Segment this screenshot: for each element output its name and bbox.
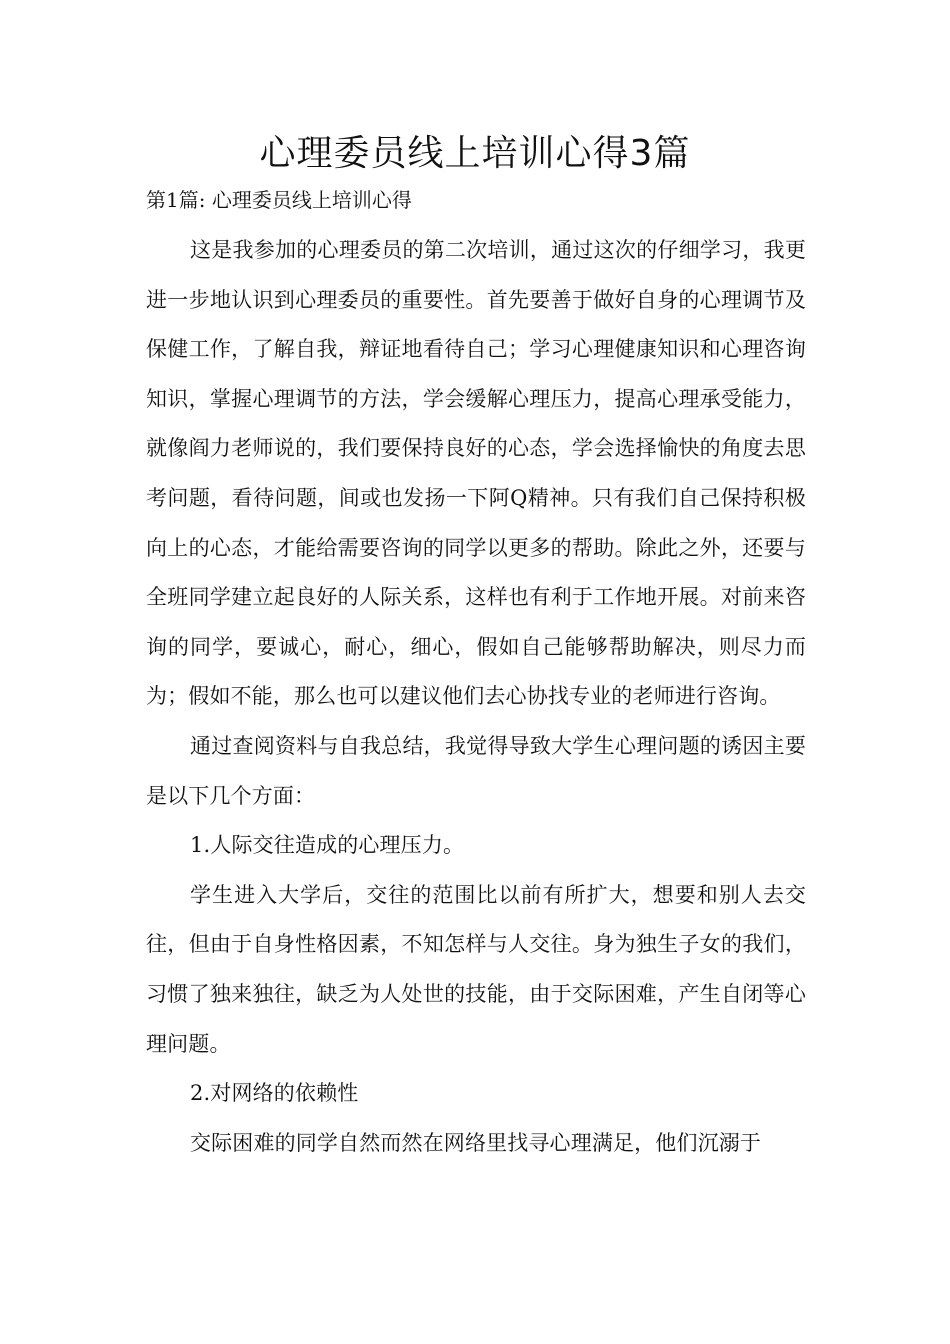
paragraph-causes-lead: 通过查阅资料与自我总结，我觉得导致大学生心理问题的诱因主要是以下几个方面： <box>146 733 806 808</box>
paragraph-social-pressure: 学生进入大学后，交往的范围比以前有所扩大，想要和别人去交往，但由于自身性格因素，不知怎样与人交往。身为独生子女的我们，习惯了独来独往，缺乏为人处世的技能，由于交际困难，产生自闭等心理问题。 <box>146 882 806 1056</box>
document-body <box>146 226 806 1168</box>
list-heading-1: 1.人际交往造成的心理压力。 <box>190 833 465 858</box>
section-heading: 第1篇: 心理委员线上培训心得 <box>146 188 412 212</box>
document-title: 心理委员线上培训心得3篇 <box>259 133 691 174</box>
paragraph-internet-dependence: 交际困难的同学自然而然在网络里找寻心理满足，他们沉溺于 <box>190 1130 762 1155</box>
paragraph-intro: 这是我参加的心理委员的第二次培训，通过这次的仔细学习，我更进一步地认识到心理委员的重要性。首先要善于做好自身的心理调节及保健工作，了解自我，辩证地看待自己；学习心理健康知识和心理咨询知识，掌握心理调节的方法，学会缓解心理压力，提高心理承受能力，就像阎力老师说的，我们要保持良好的心态，学会选择愉快的角度去思考问题，看待问题，间或也发扬一下阿Q精神。只有我们自己保持积极向上的心态，才能给需要咨询的同学以更多的帮助。除此之外，还要与全班同学建立起良好的人际关系，这样也有利于工作地开展。对前来咨询的同学，要诚心，耐心，细心，假如自己能够帮助解决，则尽力而为；假如不能，那么也可以建议他们去心协找专业的老师进行咨询。 <box>146 238 806 709</box>
list-heading-2: 2.对网络的依赖性 <box>190 1081 359 1106</box>
